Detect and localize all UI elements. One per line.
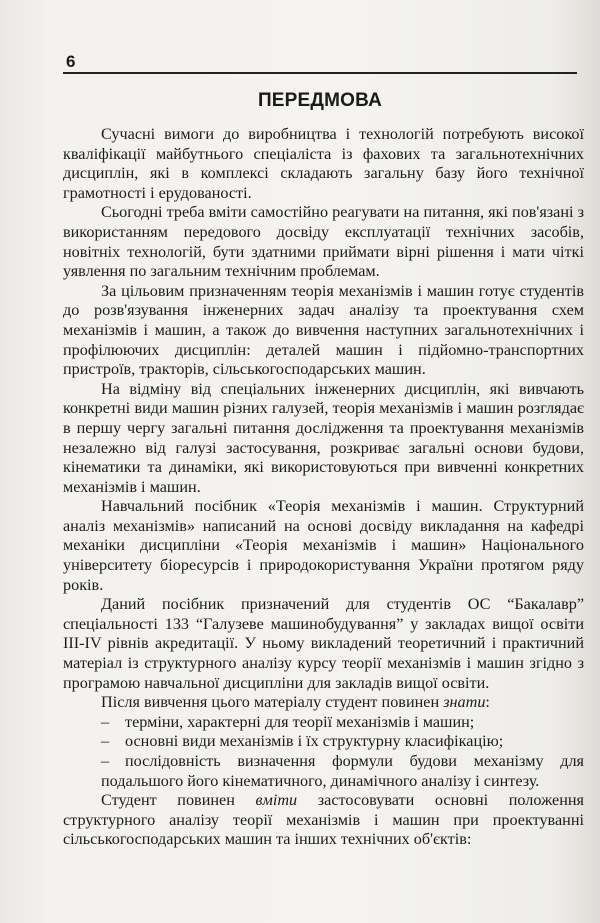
header-rule — [63, 72, 577, 74]
list-item — [63, 713, 584, 733]
list-item-text: терміни, характерні для теорії механізмів і машин; — [125, 712, 475, 731]
can-rest-text: застосовувати основні положення структурного аналізу теорії механізмів і машин при проектуванні сільськогосподарських машин та інших технічних об'єктів: — [63, 791, 585, 849]
list-item-text: послідовність визначення формули будови механізму для подальшого його кінематичного, динамічного аналізу і синтезу. — [101, 752, 584, 790]
know-intro-text: Після вивчення цього матеріалу студент повинен — [101, 693, 444, 712]
know-intro-colon: : — [485, 693, 490, 712]
paragraph-1: Сучасні вимоги до виробництва і технологій потребують високої кваліфікації майбутнього спеціаліста із фахових та загальнотехнічних дисциплін, які в комплексі складають загальну базу його технічної грамотності і ерудованості. — [63, 125, 584, 202]
page-title: ПЕРЕДМОВА — [257, 90, 383, 111]
can-intro-text: Студент повинен — [101, 791, 256, 810]
body-text — [63, 125, 584, 850]
page-number: 6 — [66, 52, 76, 71]
list-item-text: основні види механізмів і їх структурну класифікацію; — [125, 732, 504, 751]
paragraph-2: Сьогодні треба вміти самостійно реагувати на питання, які пов'язані з використанням передового досвіду експлуатації технічних засобів, новітніх технологій, бути здатними приймати вірні рішення і мати чіткі уявлення по загальним технічним проблемам. — [63, 203, 584, 281]
paragraph-3: За цільовим призначенням теорія механізмів і машин готує студентів до розв'язування інженерних задач аналізу та проектування схем механізмів і машин, а також до вивчення наступних загальнотехнічних і профілюючих дисциплін: деталей машин і підйомно-транспортних пристроїв, тракторів, сільськогосподарських машин. — [63, 281, 584, 379]
paragraph-4: На відміну від спеціальних інженерних дисциплін, які вивчають конкретні види машин різних галузей, теорія механізмів і машин розглядає в першу чергу загальні питання дослідження та проектування механізмів незалежно від галузі застосування, розкриває загальні основи будови, кінематики та динаміки, які використовуються при вивченні конкретних механізмів і машин. — [63, 379, 584, 496]
paragraph-5: Навчальний посібник «Теорія механізмів і машин. Структурний аналіз механізмів» написаний на основі досвіду викладання на кафедрі механіки дисципліни «Теорія механізмів і машин» Національного університету біоресурсів і природокористування України протягом ряду років. — [63, 497, 584, 594]
know-emphasis: знати — [443, 693, 486, 712]
list-item — [63, 732, 584, 752]
list-item — [63, 752, 584, 791]
paragraph-6: Даний посібник призначений для студентів ОС “Бакалавр” спеціальності 133 “Галузеве машинобудування” у закладах вищої освіти ІІІ-IV рівнів акредитації. У ньому викладений теоретичний і практичний матеріал із структурного аналізу курсу теорії механізмів і машин згідно з програмою навчальної дисципліни для закладів вищої освіти. — [63, 595, 584, 692]
can-paragraph — [63, 791, 584, 850]
list-dash: – — [101, 712, 110, 731]
list-dash: – — [101, 732, 110, 751]
know-intro-paragraph — [63, 693, 584, 713]
list-dash: – — [101, 752, 110, 770]
can-emphasis: вміти — [255, 791, 298, 810]
